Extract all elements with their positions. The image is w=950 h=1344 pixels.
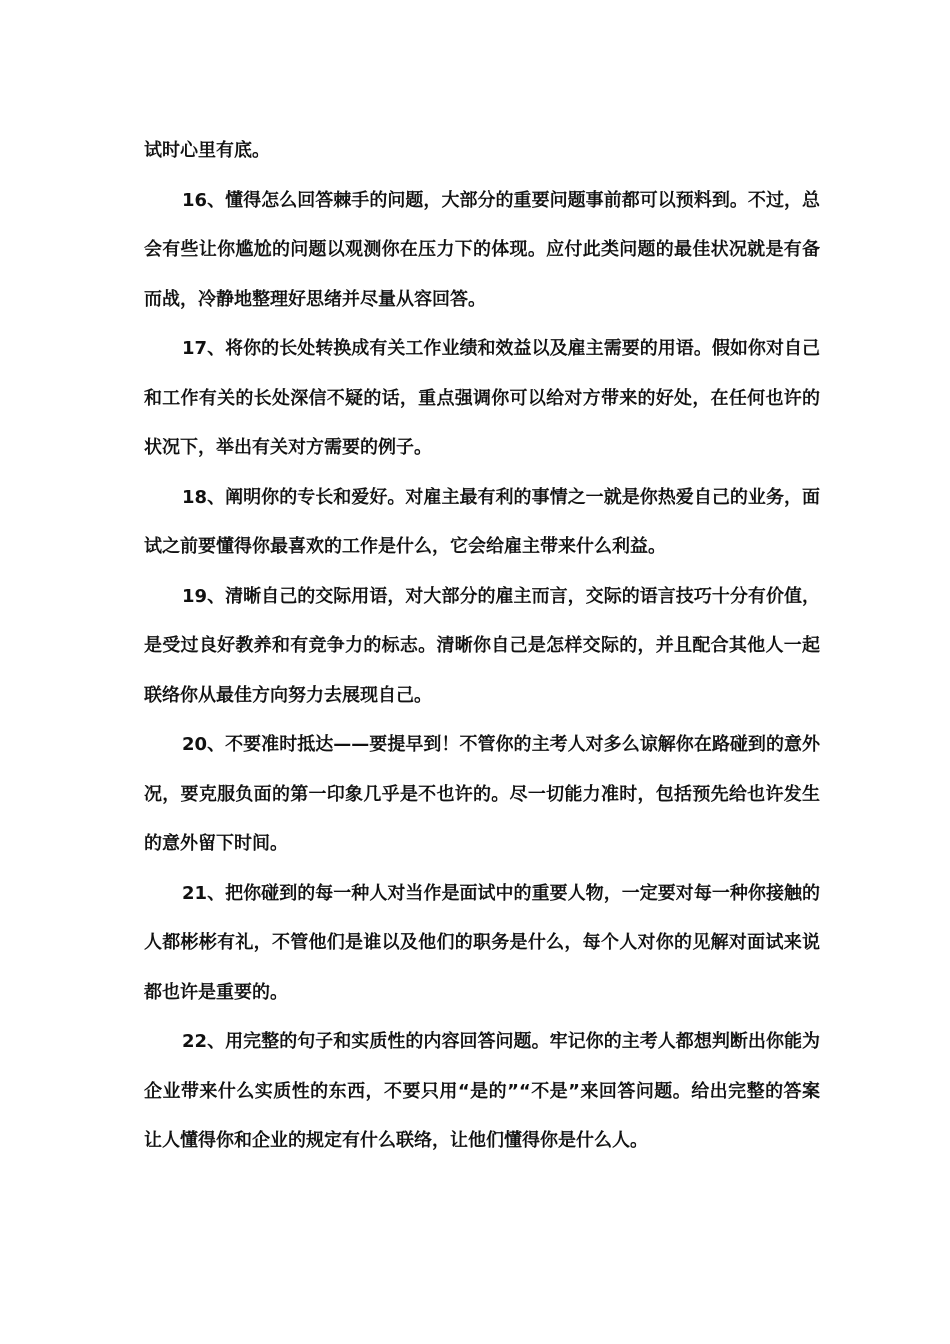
paragraph-tip-16: 16、懂得怎么回答棘手的问题，大部分的重要问题事前都可以预料到。不过，总会有些让你尴尬的问题以观测你在压力下的体现。应付此类问题的最佳状况就是有备而战，冷静地整理好思绪并尽量从容回答。 [144, 189, 820, 310]
paragraph-tip-20: 20、不要准时抵达——要提早到！不管你的主考人对多么谅解你在路碰到的意外况，要克服负面的第一印象几乎是不也许的。尽一切能力准时，包括预先给也许发生的意外留下时间。 [144, 734, 820, 854]
paragraph-continuation: 试时心里有底。 [144, 140, 270, 161]
paragraph-tip-21: 21、把你碰到的每一种人对当作是面试中的重要人物，一定要对每一种你接触的人都彬彬有礼，不管他们是谁以及他们的职务是什么，每个人对你的见解对面试来说都也许是重要的。 [144, 882, 820, 1003]
paragraph-tip-18: 18、阐明你的专长和爱好。对雇主最有利的事情之一就是你热爱自己的业务，面试之前要懂得你最喜欢的工作是什么，它会给雇主带来什么利益。 [144, 486, 820, 557]
document-page [144, 126, 820, 1166]
paragraph-tip-22: 22、用完整的句子和实质性的内容回答问题。牢记你的主考人都想判断出你能为企业带来什么实质性的东西，不要只用“是的”“不是”来回答问题。给出完整的答案让人懂得你和企业的规定有什么联络，让他们懂得你是什么人。 [144, 1031, 820, 1151]
paragraph-tip-17: 17、将你的长处转换成有关工作业绩和效益以及雇主需要的用语。假如你对自己和工作有关的长处深信不疑的话，重点强调你可以给对方带来的好处，在任何也许的状况下，举出有关对方需要的例子。 [144, 338, 820, 458]
paragraph-tip-19: 19、清晰自己的交际用语，对大部分的雇主而言，交际的语言技巧十分有价值，是受过良好教养和有竞争力的标志。清晰你自己是怎样交际的，并且配合其他人一起联络你从最佳方向努力去展现自己。 [144, 585, 820, 706]
